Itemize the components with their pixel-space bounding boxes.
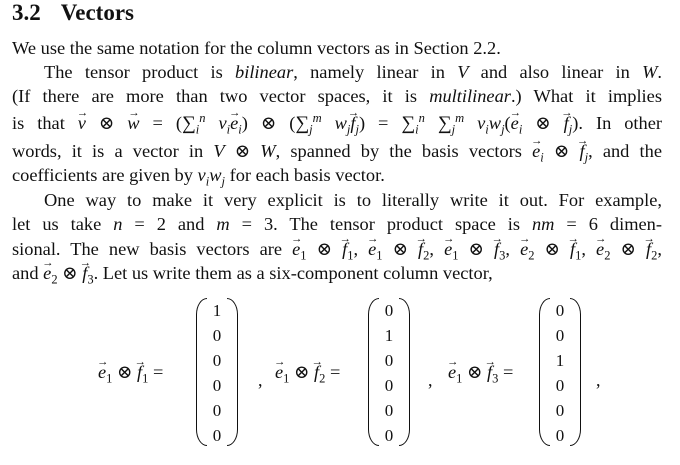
paragraph-line: sional. The new basis vectors are → $e_1$ ⊗ → $f_1$, → $e_1$ ⊗ → $f_2$, → $e_1$ ⊗ → $f_3$, → $e_2$ ⊗ → $f_1$, → $e_2$ ⊗ → $f_2$, bbox=[12, 238, 662, 261]
emphasis-text: bilinear bbox=[235, 62, 294, 82]
line-text: = 2 and bbox=[122, 214, 217, 234]
paragraph-line bbox=[12, 37, 662, 60]
paragraph-line bbox=[44, 189, 662, 212]
line-text: and also linear in bbox=[468, 62, 643, 82]
paragraph-line: coefficients are given by $v_iw_j$ for each basis vector. bbox=[12, 165, 385, 189]
vector-component: 1 bbox=[212, 301, 222, 320]
math-symbol: n bbox=[113, 214, 123, 234]
vector-component: 1 bbox=[384, 326, 394, 345]
column-vector-2 bbox=[368, 298, 410, 448]
vector-component: 0 bbox=[384, 376, 394, 395]
equation-lhs-3: → $e_1$ ⊗ → $f_3$ = bbox=[448, 362, 513, 383]
line-text: (If there are more than two vector spaces, it is bbox=[12, 86, 430, 106]
line-text: = 6 dimen- bbox=[554, 214, 662, 234]
vector-component: 0 bbox=[555, 326, 565, 345]
comma: , bbox=[258, 370, 263, 390]
paragraph-line bbox=[12, 112, 662, 135]
vector-component: 0 bbox=[555, 426, 565, 445]
math-symbol: nm bbox=[531, 214, 555, 234]
line-text: One way to make it very explicit is to literally write it out. For example, bbox=[44, 190, 662, 210]
line-text: and bbox=[12, 263, 44, 283]
section-heading bbox=[12, 0, 134, 26]
equation-lhs-2: → $e_1$ ⊗ → $f_2$ = bbox=[275, 362, 340, 383]
vector-component: 0 bbox=[384, 301, 394, 320]
comma: , bbox=[428, 370, 433, 390]
line-text: coefficients are given by bbox=[12, 165, 198, 185]
math-symbol: W bbox=[642, 62, 658, 82]
column-vector-3 bbox=[539, 298, 581, 448]
paragraph-line: and → $e_2$ ⊗ → $f_3$. Let us write them as a six-component column vector, bbox=[12, 262, 662, 285]
vector-component: 0 bbox=[555, 376, 565, 395]
column-vector-1 bbox=[196, 298, 238, 448]
tensor-formula: → v ⊗ → $w = (\sum_i^n$ $v_i\to e_i$) ⊗ ($\sum_j^m$ $w_j\to f_j) = \sum_i^n$ $\sum_j^m$ $v_iw_j(\to e_i$ ⊗ → $f_j$) bbox=[78, 113, 579, 133]
line-text: , and the bbox=[588, 141, 662, 161]
vector-component: 0 bbox=[384, 351, 394, 370]
paragraph-line: The tensor product is bilinear, namely linear in V and also linear in W. bbox=[44, 62, 662, 82]
section-title: Vectors bbox=[60, 0, 134, 25]
comma: , bbox=[596, 370, 601, 390]
vector-component: 0 bbox=[555, 401, 565, 420]
vector-component: 0 bbox=[212, 351, 222, 370]
vector-component: 0 bbox=[212, 326, 222, 345]
vector-component: 0 bbox=[384, 401, 394, 420]
equation-lhs-1: → $e_1$ ⊗ → $f_1$ = bbox=[98, 362, 163, 383]
paragraph-line: words, it is a vector in V ⊗ W, spanned by the basis vectors → $e_i$ ⊗ → $f_j$, and the bbox=[12, 140, 662, 163]
vector-component: 0 bbox=[555, 301, 565, 320]
paragraph-line bbox=[12, 213, 662, 236]
line-text: , spanned by the basis vectors bbox=[275, 141, 533, 161]
line-text: for each basis vector. bbox=[224, 165, 385, 185]
line-text: The tensor product is bbox=[44, 62, 236, 82]
vector-component: 0 bbox=[384, 426, 394, 445]
line-text: let us take bbox=[12, 214, 114, 234]
vector-component: 0 bbox=[212, 376, 222, 395]
line-text: , namely linear in bbox=[293, 62, 458, 82]
paragraph-line bbox=[12, 85, 662, 108]
vector-component: 0 bbox=[212, 401, 222, 420]
math-symbol: m bbox=[216, 214, 230, 234]
math-symbol: V bbox=[457, 62, 469, 82]
line-text: sional. The new basis vectors are bbox=[12, 239, 283, 259]
line-text: We use the same notation for the column vectors as in Section 2.2. bbox=[12, 38, 501, 58]
vector-component: 0 bbox=[212, 426, 222, 445]
line-text: words, it is a vector in bbox=[12, 141, 214, 161]
section-number: 3.2 bbox=[12, 0, 41, 25]
line-text: .) What it implies bbox=[510, 86, 662, 106]
vector-component: 1 bbox=[555, 351, 565, 370]
line-text: . Let us write them as a six-component column vector, bbox=[93, 263, 493, 283]
emphasis-text: multilinear bbox=[429, 86, 511, 106]
line-text: is that bbox=[12, 113, 78, 133]
line-text: . In other bbox=[578, 113, 663, 133]
line-text: = 3. The tensor product space is bbox=[229, 214, 532, 234]
